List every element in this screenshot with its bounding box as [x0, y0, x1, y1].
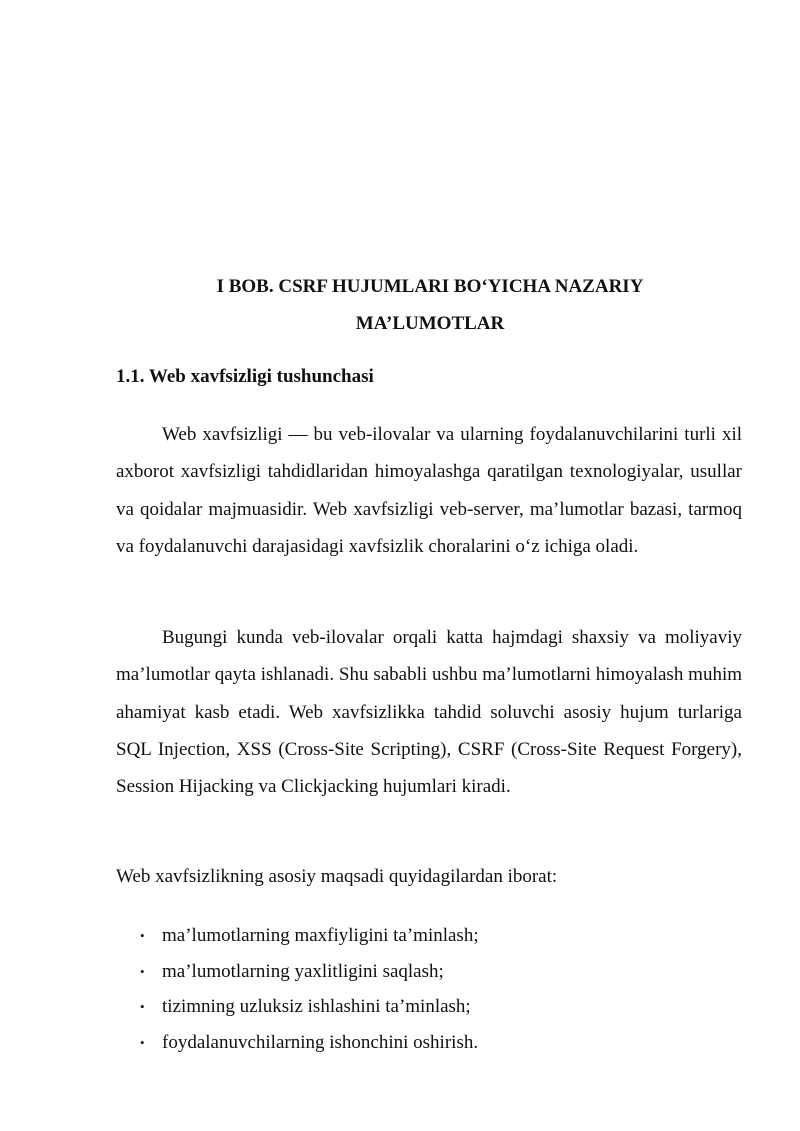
chapter-title: [110, 268, 750, 342]
bullet-icon: •: [140, 999, 145, 1015]
goals-list: [116, 918, 479, 1061]
list-intro: Web xavfsizlikning asosiy maqsadi quyidagilardan iborat:: [116, 866, 558, 887]
list-item: [116, 1025, 479, 1061]
paragraph-1: Web xavfsizligi — bu veb-ilovalar va ularning foydalanuvchilarini turli xil axborot xavfsizligi tahdidlaridan himoyalashga qaratilgan texnologiyalar, usullar va qoidalar majmuasidir. Web xavfsizligi veb-server, ma’lumotlar bazasi, tarmoq va foydalanuvchi darajasidagi xavfsizlik choralarini o‘z ichiga oladi.: [116, 424, 742, 557]
paragraph-2: Bugungi kunda veb-ilovalar orqali katta hajmdagi shaxsiy va moliyaviy ma’lumotlar qayta ishlanadi. Shu sababli ushbu ma’lumotlarni himoyalash muhim ahamiyat kasb etadi. Web xavfsizlikka tahdid soluvchi asosiy hujum turlariga SQL Injection, XSS (Cross-Site Scripting), CSRF (Cross-Site Request Forgery), Session Hijacking va Clickjacking hujumlari kiradi.: [116, 627, 742, 798]
bullet-icon: •: [140, 928, 145, 943]
chapter-title-line-1: I BOB. CSRF HUJUMLARI BO‘YICHA NAZARIY: [216, 276, 644, 297]
bullet-icon: •: [140, 1035, 145, 1051]
list-item-text: ma’lumotlarning yaxlitligini saqlash;: [162, 960, 444, 982]
bullet-icon: •: [140, 963, 145, 979]
chapter-title-line-2: MA’LUMOTLAR: [355, 313, 505, 334]
list-item-text: ma’lumotlarning maxfiyligini ta’minlash;: [162, 925, 479, 946]
list-item: [116, 989, 479, 1025]
list-item-text: tizimning uzluksiz ishlashini ta’minlash;: [162, 996, 471, 1018]
list-item: [116, 918, 479, 954]
list-item: [116, 954, 479, 990]
list-item-text: foydalanuvchilarning ishonchini oshirish.: [162, 1032, 479, 1054]
section-heading: 1.1. Web xavfsizligi tushunchasi: [116, 366, 374, 387]
